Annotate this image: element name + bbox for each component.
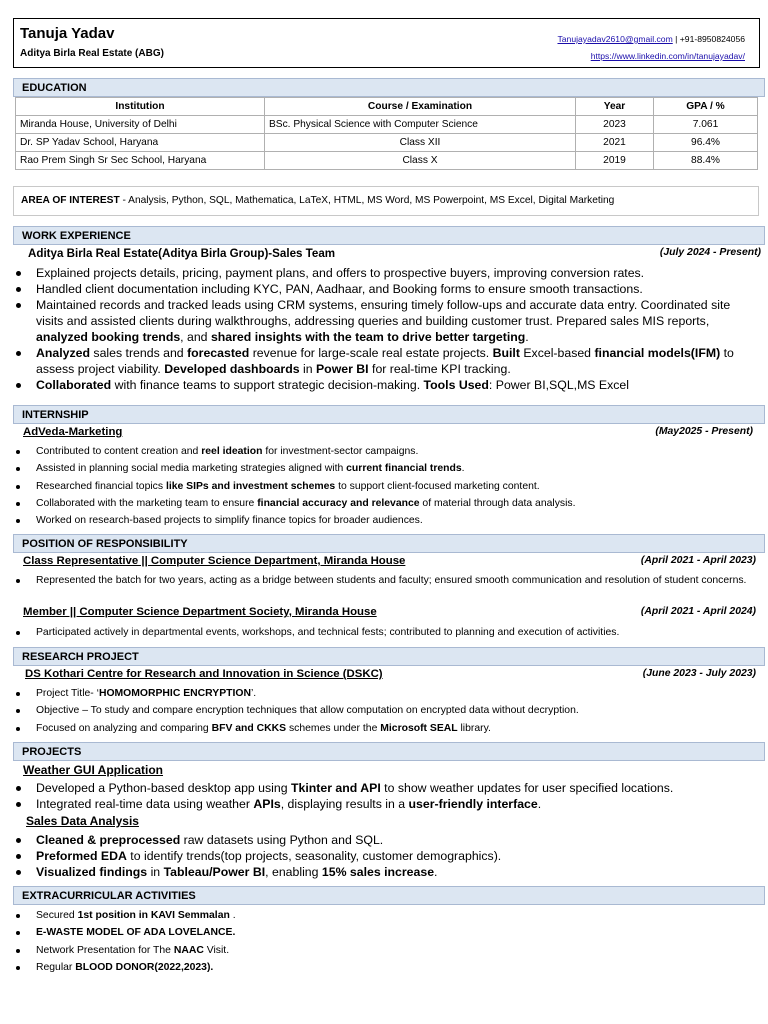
project-row-1 [13,763,763,779]
bullet-text: ’. [250,688,257,699]
linkedin-link[interactable]: https://www.linkedin.com/in/tanujayadav/ [590,51,745,61]
list-item [14,377,752,393]
list-item [14,345,752,377]
extracurricular-heading: EXTRACURRICULAR ACTIVITIES [13,886,765,905]
list-item [14,924,754,941]
gpa-cell: 88.4% [654,152,758,170]
project-bullets-2 [14,832,752,880]
list-item [14,460,754,477]
por-bullets-2 [14,624,754,641]
list-item [14,959,754,976]
col-course: Course / Examination [265,98,576,116]
area-of-interest [13,186,759,216]
por-role-date-2: (April 2021 - April 2024) [640,606,756,617]
bullet-text: to support client-focused marketing content. [335,480,540,492]
research-role-date: (June 2023 - July 2023) [642,668,756,679]
contact-block [557,31,745,65]
list-item [14,796,752,812]
list-item [14,495,754,512]
bullet-bold-text: Tableau/Power BI [163,865,266,879]
table-row [16,152,758,170]
list-item [14,832,752,848]
bullet-text: , and [180,330,211,344]
bullet-text: to assess project viability. [36,346,734,376]
bullet-text: with finance teams to support strategic decision-making. [111,378,424,392]
bullet-text: library. [457,722,491,734]
work-bullets [14,265,752,393]
internship-role-row [13,426,763,442]
bullet-text: for investment-sector campaigns. [262,446,419,457]
list-item [14,942,754,959]
project-row-2 [13,814,763,830]
bullet-text: Worked on research-based projects to simplify finance topics for broader audiences. [36,515,423,527]
internship-role-title: AdVeda-Marketing [23,426,123,438]
work-heading: WORK EXPERIENCE [13,226,765,245]
bullet-text: Regular [36,961,76,973]
contact-separator: | [672,34,680,44]
bullet-bold-text: BFV and CKKS [211,722,287,734]
bullet-bold-text: Analyzed [36,346,90,360]
bullet-text: Collaborated with the marketing team to ensure [36,497,258,509]
bullet-text: Researched financial topics [36,480,166,492]
bullet-text: Project Title- ‘ [36,688,99,699]
email-link[interactable]: Tanujayadav2610@gmail.com [557,34,673,44]
bullet-bold-text: HOMOMORPHIC ENCRYPTION [98,688,251,699]
bullet-bold-text: 1st position in KAVI Semmalan [77,910,230,921]
por-bullets-1 [14,573,754,588]
bullet-text: to identify trends(top projects, seasonality, customer demographics). [126,849,502,863]
bullet-bold-text: Power BI [315,362,369,376]
candidate-name: Tanuja Yadav [20,25,115,42]
bullet-text: , enabling [265,865,322,879]
education-heading: EDUCATION [13,78,765,97]
bullet-text: in [147,865,164,879]
por-role-title-2: Member || Computer Science Department Society, Miranda House [23,606,377,618]
list-item [14,573,754,588]
list-item [14,281,752,297]
list-item [14,780,752,796]
table-row [16,134,758,152]
bullet-text: . [525,330,529,344]
list-item [14,864,752,880]
year-cell: 2023 [576,116,654,134]
internship-bullets [14,443,754,529]
current-company: Aditya Birla Real Estate (ABG) [20,48,164,59]
bullet-text: Developed a Python-based desktop app using [36,781,291,795]
bullet-text: Focused on analyzing and comparing [36,722,212,734]
internship-role-date: (May2025 - Present) [655,426,753,437]
bullet-text: . [229,910,236,921]
list-item [14,720,754,737]
por-role-row-1 [13,555,763,571]
bullet-text: Contributed to content creation and [36,446,202,457]
bullet-text: : Power BI,SQL,MS Excel [488,378,629,392]
bullet-text: schemes under the [286,722,381,734]
list-item [14,685,754,702]
aoi-text: - Analysis, Python, SQL, Mathematica, LaTeX, HTML, MS Word, MS Powerpoint, MS Excel, Digital Marketing [119,195,615,206]
work-role-title: Aditya Birla Real Estate(Aditya Birla Group)-Sales Team [28,247,336,260]
project-title-1: Weather GUI Application [23,763,164,777]
bullet-bold-text: Tools Used [423,378,489,392]
bullet-bold-text: Preformed EDA [36,849,127,863]
bullet-text: for real-time KPI tracking. [368,362,511,376]
list-item [14,702,754,719]
bullet-text: to show weather updates for user specified locations. [380,781,674,795]
bullet-text: , displaying results in a [280,797,409,811]
bullet-text: raw datasets using Python and SQL. [180,833,384,847]
bullet-bold-text: NAAC [173,944,204,956]
list-item [14,478,754,495]
bullet-bold-text: current financial trends [346,463,462,475]
list-item [14,624,754,641]
bullet-bold-text: 15% sales increase [321,865,435,879]
internship-heading: INTERNSHIP [13,405,765,424]
bullet-text: Network Presentation for The [36,944,174,956]
bullet-text: in [299,362,316,376]
bullet-bold-text: financial models(IFM) [594,346,721,360]
institution-cell: Rao Prem Singh Sr Sec School, Haryana [16,152,265,170]
bullet-text: Visit. [203,944,230,956]
bullet-bold-text: Microsoft SEAL [380,722,458,734]
bullet-text: . [434,865,438,879]
bullet-bold-text: Developed dashboards [164,362,300,376]
bullet-bold-text: reel ideation [201,446,263,457]
research-heading: RESEARCH PROJECT [13,647,765,666]
institution-cell: Miranda House, University of Delhi [16,116,265,134]
bullet-text: . [461,463,465,475]
bullet-bold-text: BLOOD DONOR(2022,2023). [75,961,214,973]
list-item [14,297,752,345]
bullet-text: Excel-based [519,346,595,360]
aoi-label: AREA OF INTEREST [21,195,120,206]
bullet-text: Maintained records and tracked leads using CRM systems, ensuring timely follow-ups and accurate data entry. Coordinated site visits and assisted clients during walkthroughs, addressing queries and building customer trust. Prepared sales MIS reports, [36,298,731,328]
bullet-bold-text: analyzed booking trends [36,330,181,344]
institution-cell: Dr. SP Yadav School, Haryana [16,134,265,152]
bullet-text: . [537,797,542,811]
phone-number: +91-8950824056 [679,34,745,44]
por-role-row-2 [13,606,763,622]
bullet-text: sales trends and [90,346,188,360]
resume-header [13,18,760,68]
list-item [14,512,754,529]
bullet-text: Explained projects details, pricing, payment plans, and offers to prospective buyers, improving conversion rates. [36,266,645,280]
year-cell: 2019 [576,152,654,170]
col-institution: Institution [16,98,265,116]
bullet-text: Secured [36,910,78,921]
bullet-bold-text: financial accuracy and relevance [257,497,420,509]
education-table [15,97,758,170]
bullet-bold-text: like SIPs and investment schemes [165,480,336,492]
bullet-text: revenue for large-scale real estate projects. [249,346,493,360]
bullet-bold-text: Collaborated [36,378,112,392]
bullet-text: Integrated real-time data using weather [36,797,254,811]
research-bullets [14,685,754,737]
project-title-2: Sales Data Analysis [26,814,139,828]
por-role-date-1: (April 2021 - April 2023) [640,555,756,566]
bullet-text: Participated actively in departmental events, workshops, and technical fests; contributed to planning and execution of activities. [36,627,620,638]
bullet-bold-text: APIs [253,797,281,811]
bullet-bold-text: Built [492,346,520,360]
extracurricular-bullets [14,907,754,976]
course-cell: Class XII [265,134,576,152]
list-item [14,265,752,281]
bullet-text: of material through data analysis. [419,497,576,509]
col-year: Year [576,98,654,116]
por-heading: POSITION OF RESPONSIBILITY [13,534,765,553]
year-cell: 2021 [576,134,654,152]
bullet-bold-text: Tkinter and API [291,781,381,795]
bullet-bold-text: Cleaned & preprocessed [36,833,181,847]
por-role-title-1: Class Representative || Computer Science Department, Miranda House [23,555,406,567]
bullet-bold-text: shared insights with the team to drive better targeting [210,330,526,344]
bullet-text: Represented the batch for two years, acting as a bridge between students and faculty; ensured smooth communication and resolution of student concerns. [36,575,747,586]
bullet-bold-text: E-WASTE MODEL OF ADA LOVELANCE. [36,927,236,939]
research-role-row [13,668,763,684]
bullet-bold-text: forecasted [187,346,250,360]
work-role-date: (July 2024 - Present) [659,247,761,258]
course-cell: Class X [265,152,576,170]
project-bullets-1 [14,780,752,812]
gpa-cell: 96.4% [654,134,758,152]
research-role-title: DS Kothari Centre for Research and Innovation in Science (DSKC) [25,668,383,680]
bullet-text: Assisted in planning social media marketing strategies aligned with [36,463,347,475]
bullet-bold-text: Visualized findings [36,865,148,879]
projects-heading: PROJECTS [13,742,765,761]
gpa-cell: 7.061 [654,116,758,134]
bullet-text: Objective – To study and compare encryption techniques that allow computation on encrypted data without decryption. [36,705,579,717]
course-cell: BSc. Physical Science with Computer Science [265,116,576,134]
list-item [14,443,754,460]
list-item [14,907,754,924]
work-role-row [13,247,763,263]
table-row [16,116,758,134]
list-item [14,848,752,864]
bullet-bold-text: user-friendly interface [408,797,538,811]
bullet-text: Handled client documentation including KYC, PAN, Aadhaar, and Booking forms to ensure smooth transactions. [36,282,643,296]
col-gpa: GPA / % [654,98,758,116]
